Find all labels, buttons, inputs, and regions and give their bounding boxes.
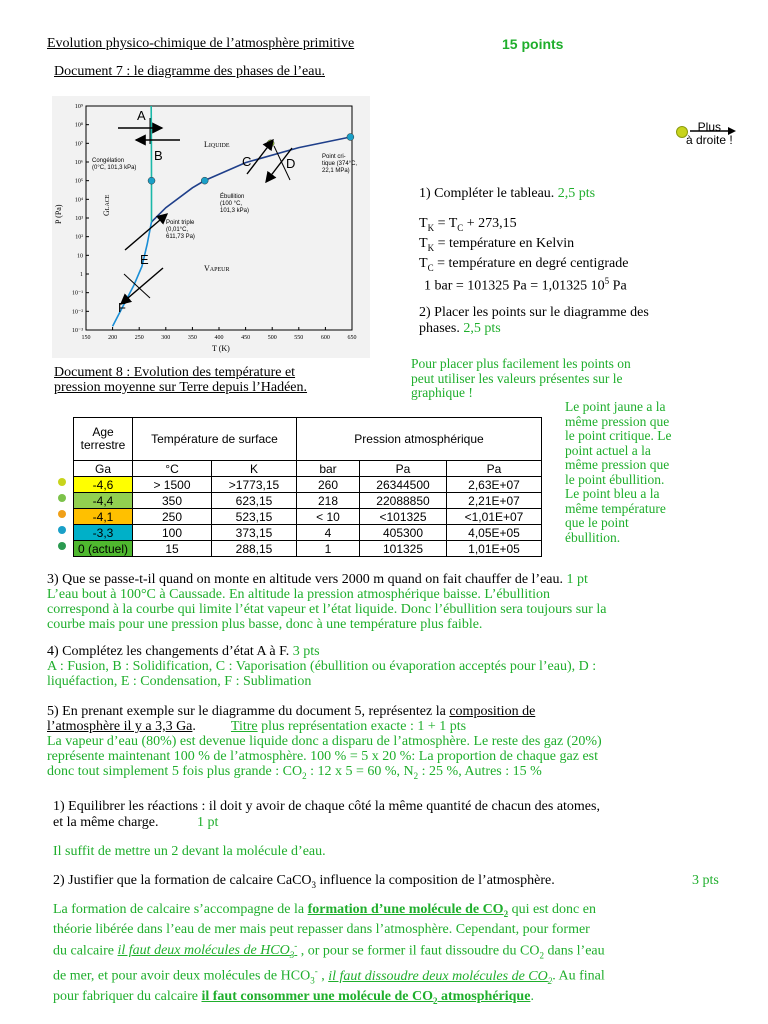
cell-kelvin: 288,15 [212, 541, 297, 557]
unit-bar: bar [297, 461, 360, 477]
x-tick-label: 200 [108, 335, 118, 341]
cell-bar: 218 [297, 493, 360, 509]
cell-age: -4,1 [74, 509, 133, 525]
cell-kelvin: >1773,15 [212, 477, 297, 493]
cell-pa: 101325 [360, 541, 447, 557]
row-dot-icon [58, 526, 66, 534]
y-tick-label: 10⁶ [74, 160, 83, 166]
table-row [74, 525, 542, 541]
cell-pa-sci: 1,01E+05 [447, 541, 542, 557]
letter-f: F [118, 300, 126, 315]
table-row [74, 477, 542, 493]
cell-pa: 405300 [360, 525, 447, 541]
cell-age: -3,3 [74, 525, 133, 541]
vaporisation-curve [152, 137, 351, 222]
row-dot-icon [58, 510, 66, 518]
cell-pa-sci: <1,01E+07 [447, 509, 542, 525]
y-tick-label: 10⁻² [72, 309, 83, 316]
letter-d: D [286, 156, 296, 171]
doc8-title: Document 8 : Evolution des température et pression moyenne sur Terre depuis l’Hadéen. [54, 365, 308, 395]
question-4: 4) Complétez les changements d’état A à F. 3 pts [47, 644, 320, 659]
cell-kelvin: 623,15 [212, 493, 297, 509]
plus-droite-hint: Plus à droite ! [686, 120, 733, 147]
region-vapeur: Vapeur [204, 264, 230, 273]
question-b1: 1) Equilibrer les réactions : il doit y avoir de chaque côté la même quantité de chacun des atomes, et la même charge. 1 pt [53, 799, 600, 830]
question-1: 1) Compléter le tableau. 2,5 pts [419, 186, 596, 201]
doc7-title: Document 7 : le diagramme des phases de l’eau. [54, 64, 325, 79]
x-tick-label: 300 [161, 335, 171, 341]
unit-pa2: Pa [447, 461, 542, 477]
hint-green: Pour placer plus facilement les points on peut utiliser les valeurs présentes sur le graphique ! [411, 356, 631, 400]
region-glace: Glace [102, 194, 111, 216]
table-row [74, 541, 542, 557]
x-tick-label: 550 [294, 335, 304, 341]
region-liquide: Liquide [204, 140, 230, 149]
unit-ga: Ga [74, 461, 133, 477]
phase-diagram-svg [52, 96, 370, 358]
diagram-point-marker [201, 177, 208, 184]
label-ebullition: Ébullition (100 °C, 101,3 kPa) [220, 194, 250, 214]
answer-b2: La formation de calcaire s’accompagne de la formation d’une molécule de $CO_2$ qui est donc en théorie libérée dans l’eau de mer mais peut repasser dans l’atmosphère. Cependant, pour former du calcaire il faut deux molécules de $HCO_3^-$ , or pour se former il faut dissoudre du $CO_2$ dans l’eau de mer, et pour avoir deux molécules de $HCO_3^-$ , il faut dissoudre deux molécules de $CO_2$. Au final pour fabriquer du calcaire il faut consommer une molécule de $CO_2$ atmosphérique. [53, 902, 605, 1006]
answer-5: La vapeur d’eau (80%) est devenue liquide donc a disparu de l’atmosphère. Le reste des gaz (20%) représente maintenant 100 % de l’atmosphère. 100 % = 5 x 20 %: La proportion de chaque gaz est donc tout simplement 5 fois plus grande : $CO_2$ : 12 x 5 = 60 %, $N_2$ : 25 %, Autres : 15 % [47, 734, 602, 781]
table-row [74, 509, 542, 525]
bar-conversion: 1 bar = 101325 Pa = 1,01325 $10^5$ Pa [424, 276, 627, 294]
cell-age: 0 (actuel) [74, 541, 133, 557]
y-tick-label: 10⁵ [74, 178, 83, 185]
question-b2: 2) Justifier que la formation de calcaire CaCO$_3$ influence la composition de l’atmosphère. [53, 873, 555, 890]
cell-age: -4,4 [74, 493, 133, 509]
x-tick-label: 250 [134, 335, 144, 341]
th-age: Age terrestre [74, 418, 133, 461]
unit-pa: Pa [360, 461, 447, 477]
x-tick-label: 450 [241, 335, 251, 341]
cell-bar: < 10 [297, 509, 360, 525]
x-tick-label: 350 [187, 335, 197, 341]
arrow-f [121, 268, 163, 304]
x-axis-label: T (K) [212, 344, 230, 353]
phase-diagram [52, 96, 370, 358]
y-tick-label: 10³ [75, 216, 83, 222]
label-point-critique: Point cri- tique (374°C, 22,1 MPa) [322, 154, 358, 174]
cell-pa-sci: 4,05E+05 [447, 525, 542, 541]
cell-celsius: > 1500 [133, 477, 212, 493]
arrow-e [125, 214, 167, 250]
cell-age: -4,6 [74, 477, 133, 493]
cell-pa-sci: 2,21E+07 [447, 493, 542, 509]
cell-pa-sci: 2,63E+07 [447, 477, 542, 493]
row-dot-icon [58, 542, 66, 550]
y-tick-label: 10² [75, 234, 83, 241]
unit-c: °C [133, 461, 212, 477]
y-tick-label: 10⁹ [74, 104, 83, 110]
row-dot-icon [58, 478, 66, 486]
cell-celsius: 250 [133, 509, 212, 525]
y-axis-label: P (Pa) [54, 204, 63, 224]
letter-b: B [154, 148, 163, 163]
cell-pa: 26344500 [360, 477, 447, 493]
cell-celsius: 15 [133, 541, 212, 557]
cell-celsius: 100 [133, 525, 212, 541]
th-pression: Pression atmosphérique [297, 418, 542, 461]
cell-celsius: 350 [133, 493, 212, 509]
cell-bar: 1 [297, 541, 360, 557]
question-2: 2) Placer les points sur le diagramme des phases. 2,5 pts [419, 305, 649, 336]
x-tick-label: 400 [214, 335, 224, 341]
answer-b1: Il suffit de mettre un 2 devant la molécule d’eau. [53, 844, 326, 859]
total-points: 15 points [502, 36, 564, 52]
letter-a: A [137, 108, 146, 123]
y-tick-label: 10⁻¹ [72, 290, 83, 297]
y-tick-label: 10 [77, 253, 83, 260]
unit-k: K [212, 461, 297, 477]
side-note: Le point jaune a la même pression que le point critique. Le point actuel a la même pression que le point ébullition. Le point bleu a la même température que le point ébullition. [565, 399, 672, 545]
table-row [74, 493, 542, 509]
cell-kelvin: 523,15 [212, 509, 297, 525]
question-b2-points: 3 pts [692, 873, 719, 888]
y-tick-label: 1 [80, 272, 83, 278]
question-5: 5) En prenant exemple sur le diagramme du document 5, représentez la composition de l’atmosphère il y a 3,3 Ga. Titre plus représentation exacte : 1 + 1 pts [47, 704, 536, 734]
data-table [73, 417, 542, 557]
y-tick-label: 10⁸ [74, 122, 83, 129]
question-3: 3) Que se passe-t-il quand on monte en altitude vers 2000 m quand on fait chauffer de l’eau. 1 pt [47, 572, 588, 587]
letter-e: E [140, 252, 149, 267]
answer-3: L’eau bout à 100°C à Caussade. En altitude la pression atmosphérique baisse. L’ébullition correspond à la courbe qui limite l’état vapeur et l’état liquide. Donc l’ébullition sera toujours sur la courbe mais pour une pression plus basse, donc à une température plus faible. [47, 587, 607, 632]
x-tick-label: 650 [347, 335, 357, 341]
kelvin-formulas: $T_K = T_C + 273,15$ $T_K$ = température en Kelvin $T_C$ = température en degré centigrade [419, 216, 629, 273]
cell-pa: <101325 [360, 509, 447, 525]
x-tick-label: 600 [320, 335, 330, 341]
th-temperature: Température de surface [133, 418, 297, 461]
cell-bar: 260 [297, 477, 360, 493]
y-tick-label: 10⁻³ [72, 328, 83, 334]
x-tick-label: 500 [267, 335, 277, 341]
y-tick-label: 10⁷ [74, 141, 83, 148]
cell-kelvin: 373,15 [212, 525, 297, 541]
page-title: Evolution physico-chimique de l’atmosphère primitive [47, 36, 355, 51]
row-dot-icon [58, 494, 66, 502]
label-congelation: Congélation (0°C, 101,3 kPa) [92, 158, 137, 171]
label-point-triple: Point triple (0,01°C, 611,73 Pa) [166, 220, 195, 240]
diagram-point-marker [347, 133, 354, 140]
diagram-point-marker [148, 177, 155, 184]
letter-c: C [242, 154, 252, 169]
cell-pa: 22088850 [360, 493, 447, 509]
answer-4: A : Fusion, B : Solidification, C : Vaporisation (ébullition ou évaporation acceptés pour l’eau), D : liquéfaction, E : Condensation, F : Sublimation [47, 659, 597, 689]
arrow-right-icon [690, 126, 736, 136]
cell-bar: 4 [297, 525, 360, 541]
y-tick-label: 10⁴ [74, 197, 83, 204]
x-tick-label: 150 [81, 335, 91, 341]
